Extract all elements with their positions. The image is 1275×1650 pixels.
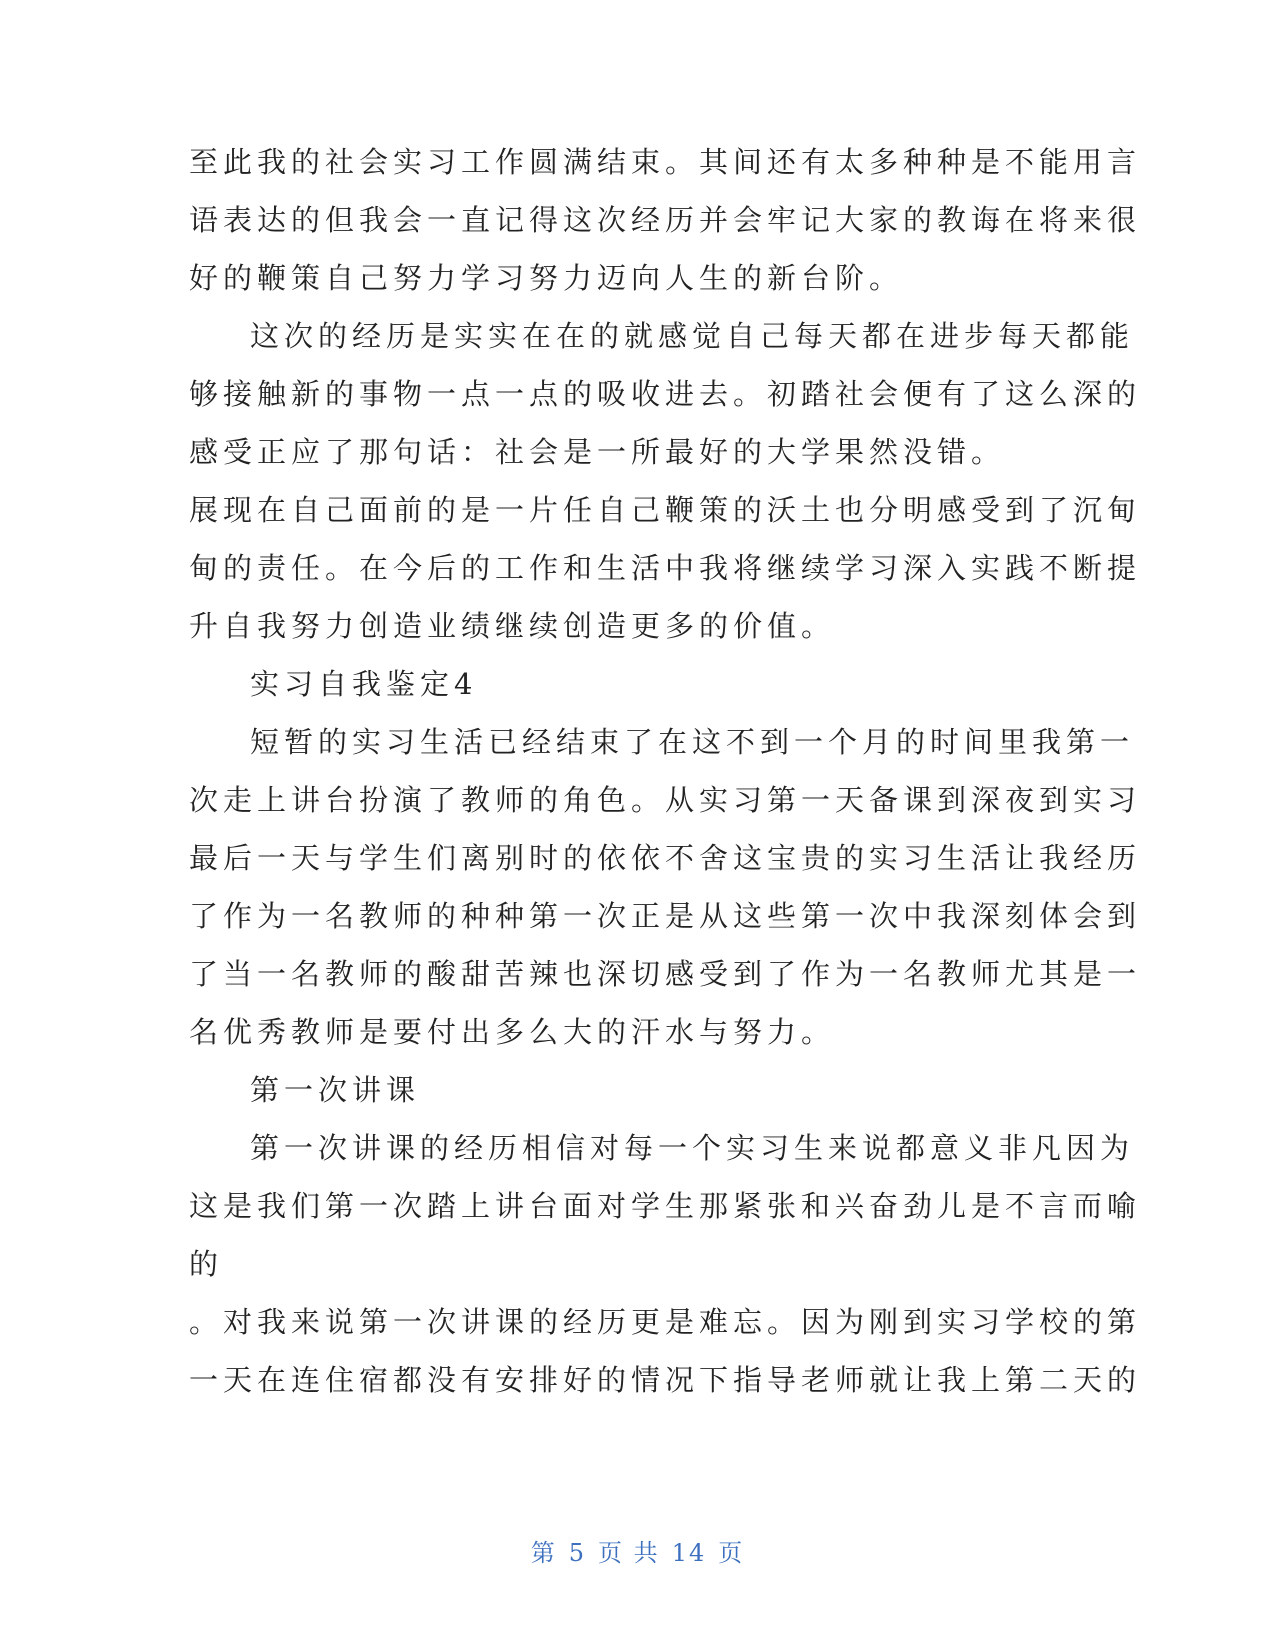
text-line: 这次的经历是实实在在的就感觉自己每天都在进步每天都能 (250, 319, 1135, 353)
text-line: 一天在连住宿都没有安排好的情况下指导老师就让我上第二天的 (189, 1363, 1142, 1397)
footer-suffix: 页 (718, 1539, 745, 1567)
text-line: 名优秀教师是要付出多么大的汗水与努力。 (189, 1015, 836, 1049)
section-heading: 第一次讲课 (250, 1073, 421, 1107)
text-line: 升自我努力创造业绩继续创造更多的价值。 (189, 609, 836, 643)
total-pages: 14 (671, 1539, 707, 1567)
text-line: 好的鞭策自己努力学习努力迈向人生的新台阶。 (189, 261, 904, 295)
text-line: 了当一名教师的酸甜苦辣也深切感受到了作为一名教师尤其是一 (189, 957, 1142, 991)
text-line: 次走上讲台扮演了教师的角色。从实习第一天备课到深夜到实习 (189, 783, 1142, 817)
text-line: 甸的责任。在今后的工作和生活中我将继续学习深入实践不断提 (189, 551, 1142, 585)
text-line: 最后一天与学生们离别时的依依不舍这宝贵的实习生活让我经历 (189, 841, 1142, 875)
text-line: 短暂的实习生活已经结束了在这不到一个月的时间里我第一 (250, 725, 1135, 759)
footer-middle: 页 共 (598, 1539, 660, 1567)
text-line: 至此我的社会实习工作圆满结束。其间还有太多种种是不能用言 (189, 145, 1142, 179)
page-number: 5 (568, 1539, 587, 1567)
section-heading: 实习自我鉴定4 (250, 667, 478, 701)
text-line: 语表达的但我会一直记得这次经历并会牢记大家的教诲在将来很 (189, 203, 1142, 237)
text-line: 的 (189, 1247, 224, 1281)
text-line: 感受正应了那句话：社会是一所最好的大学果然没错。 (189, 435, 1006, 469)
page-footer (0, 1538, 1275, 1568)
text-line: 了作为一名教师的种种第一次正是从这些第一次中我深刻体会到 (189, 899, 1142, 933)
text-line: 。对我来说第一次讲课的经历更是难忘。因为刚到实习学校的第 (189, 1305, 1142, 1339)
footer-prefix: 第 (530, 1539, 557, 1567)
text-line: 这是我们第一次踏上讲台面对学生那紧张和兴奋劲儿是不言而喻 (189, 1189, 1142, 1223)
text-line: 够接触新的事物一点一点的吸收进去。初踏社会便有了这么深的 (189, 377, 1142, 411)
text-line: 第一次讲课的经历相信对每一个实习生来说都意义非凡因为 (250, 1131, 1135, 1165)
text-line: 展现在自己面前的是一片任自己鞭策的沃土也分明感受到了沉甸 (189, 493, 1142, 527)
